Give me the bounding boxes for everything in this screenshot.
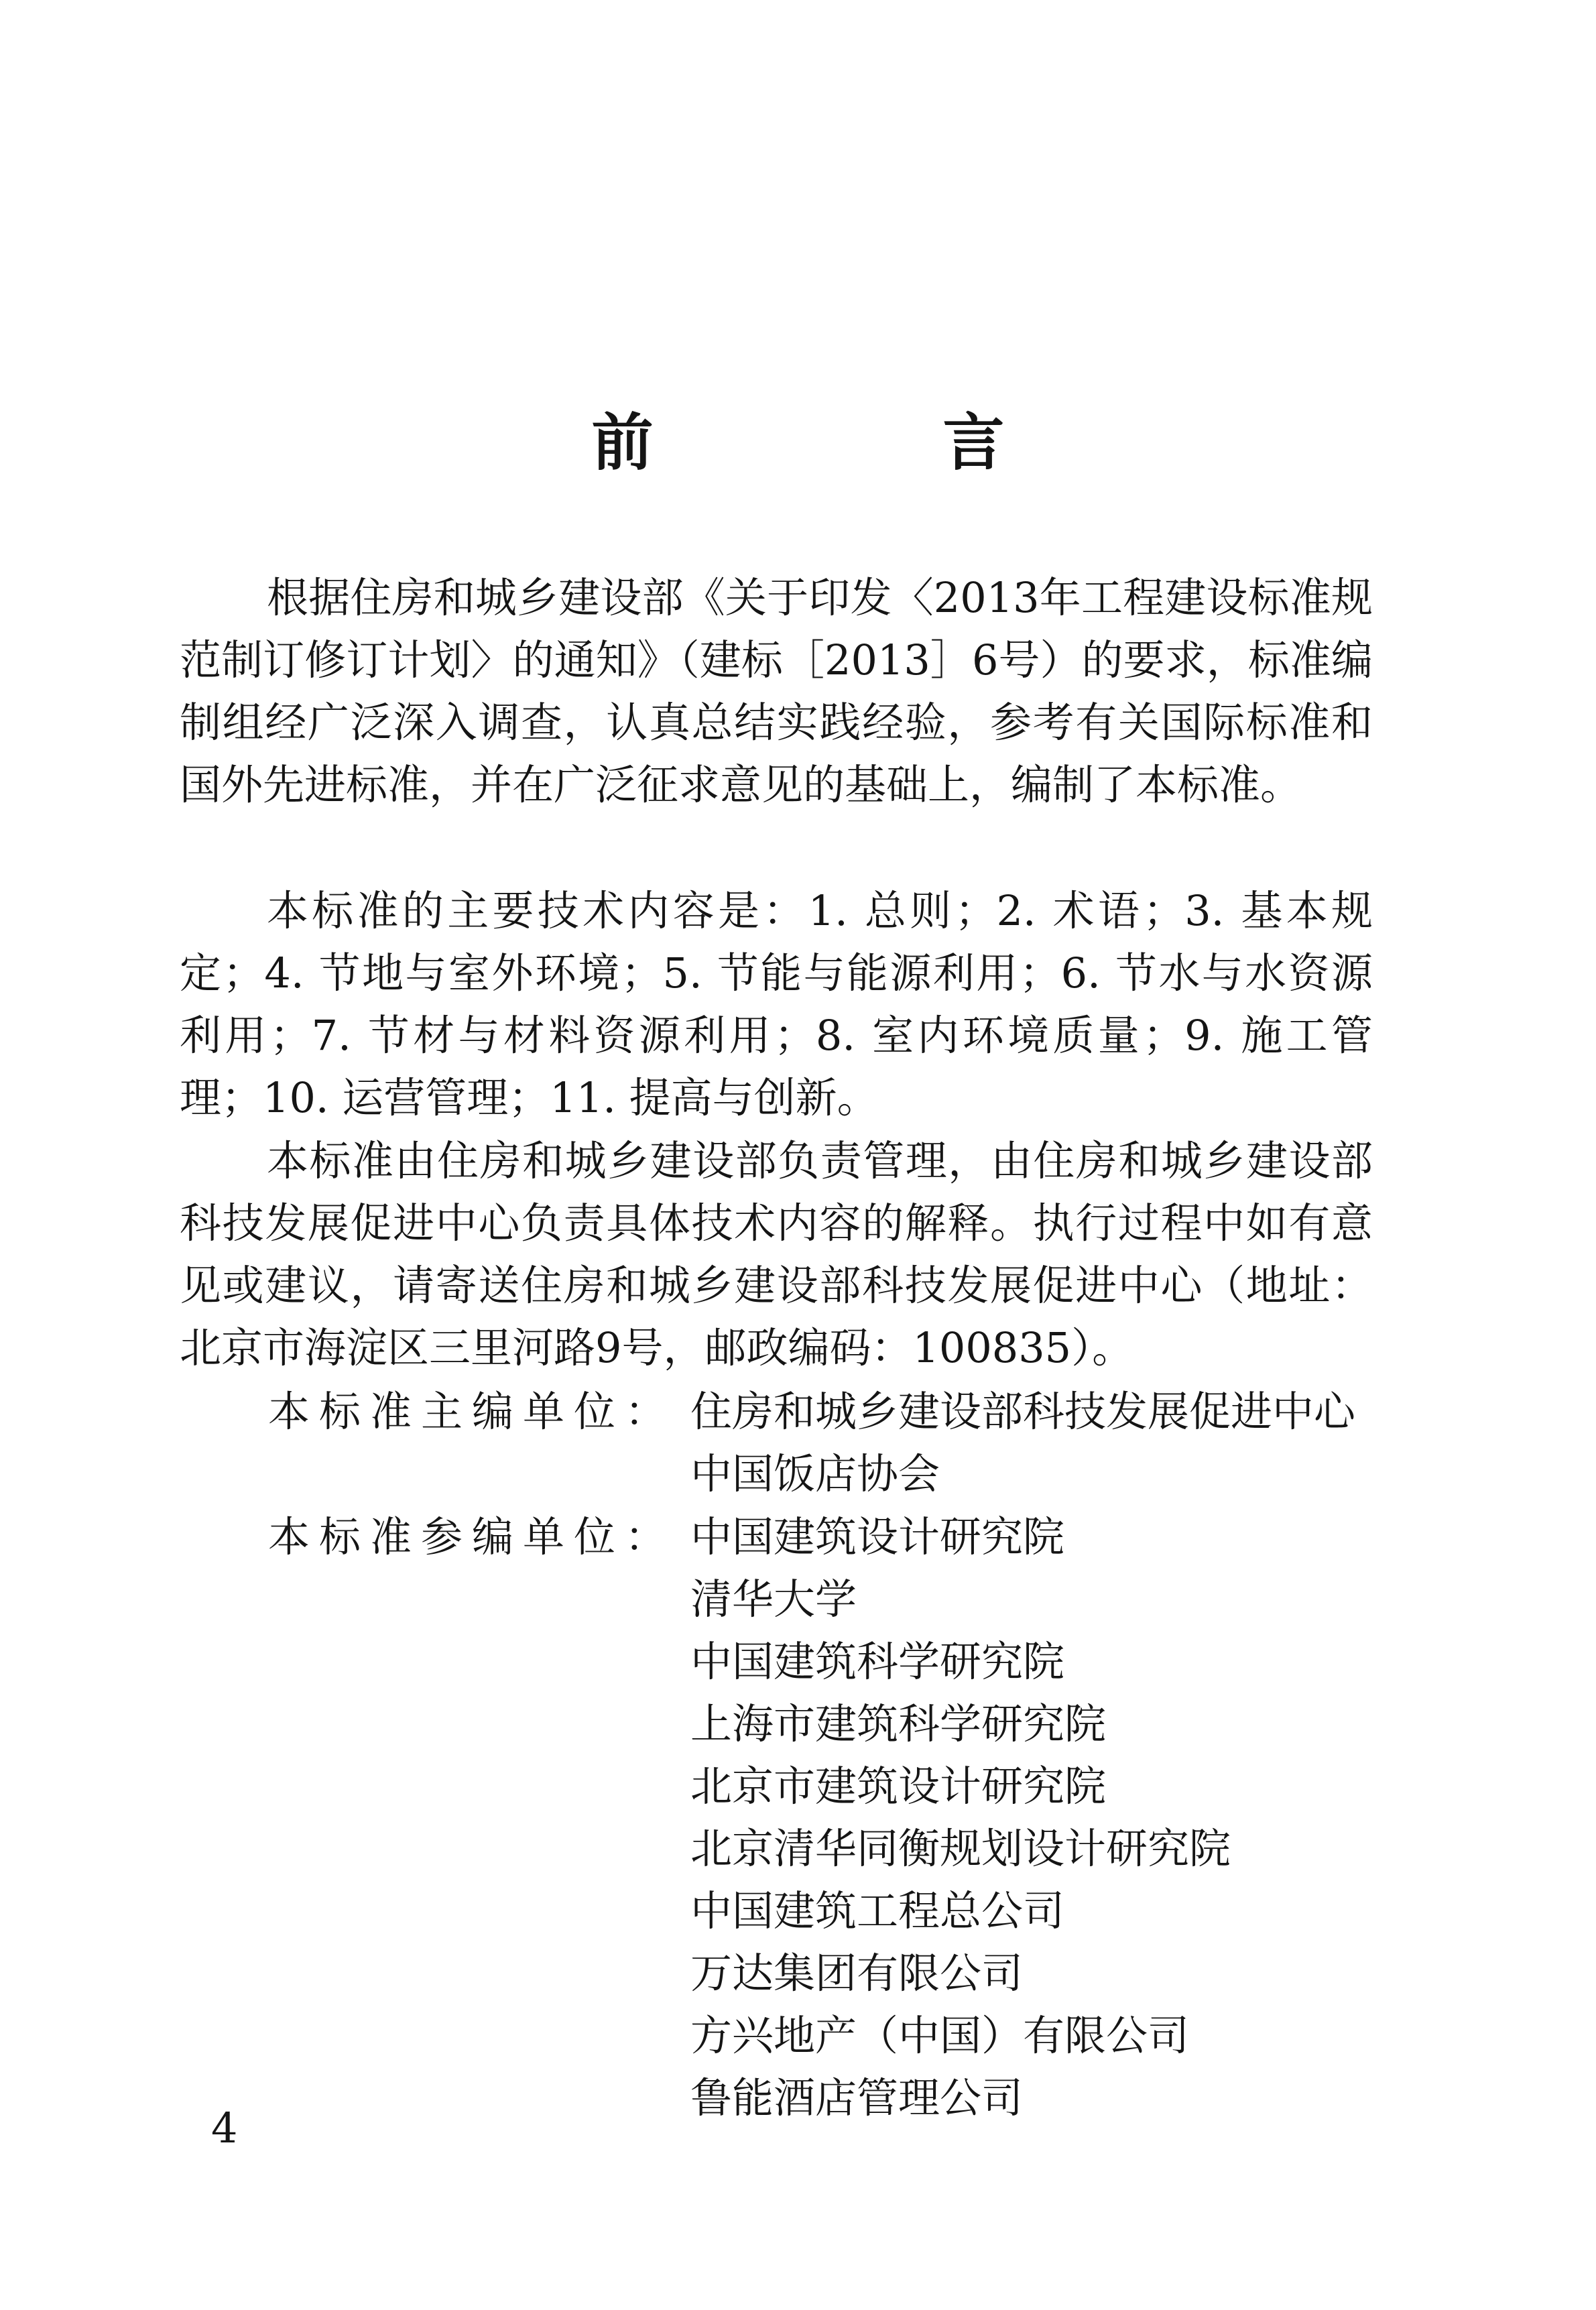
paragraph-basis: 根据住房和城乡建设部《关于印发〈2013年工程建设标准规范制订修订计划〉的通知》（建标［2013］6号）的要求，标准编制组经广泛深入调查，认真总结实践经验，参考有关国际标准和国外先进标准，并在广泛征求意见的基础上，编制了本标准。: [180, 573, 1373, 809]
chief-units-label: 本标准主编单位：: [268, 1387, 676, 1436]
paragraph-content: 本标准的主要技术内容是：1. 总则；2. 术语；3. 基本规定；4. 节地与室外环境；5. 节能与能源利用；6. 节水与水资源利用；7. 节材与材料资源利用；8. 室内环境质量；9. 施工管理；10. 运营管理；11. 提高与创新。: [180, 886, 1373, 1122]
participating-unit-item: 方兴地产（中国）有限公司: [690, 2011, 1190, 2060]
participating-unit-item: 上海市建筑科学研究院: [690, 1699, 1107, 1748]
participating-units-list: [690, 1506, 1231, 2129]
participating-unit-item: 中国建筑工程总公司: [690, 1886, 1065, 1935]
page-title: 前 言: [591, 406, 1139, 479]
participating-unit-item: 中国建筑设计研究院: [690, 1512, 1065, 1561]
participating-unit-item: 北京清华同衡规划设计研究院: [690, 1824, 1231, 1873]
participating-unit-item: 中国建筑科学研究院: [690, 1637, 1065, 1686]
participating-unit-item: 清华大学: [690, 1575, 857, 1624]
participating-unit-item: 万达集团有限公司: [690, 1949, 1024, 1998]
paragraph-management: 本标准由住房和城乡建设部负责管理，由住房和城乡建设部科技发展促进中心负责具体技术内容的解释。执行过程中如有意见或建议，请寄送住房和城乡建设部科技发展促进中心（地址：北京市海淀区三里河路9号，邮政编码：100835）。: [180, 1136, 1373, 1372]
participating-units-block: [268, 1506, 1408, 2129]
chief-units-block: [268, 1380, 1408, 1505]
participating-unit-item: 北京市建筑设计研究院: [690, 1762, 1107, 1811]
participating-unit-item: 鲁能酒店管理公司: [690, 2073, 1024, 2122]
chief-unit-item: 中国饭店协会: [690, 1449, 940, 1498]
page-number: 4: [211, 2104, 238, 2152]
participating-units-label: 本标准参编单位：: [268, 1512, 676, 1561]
chief-units-list: [690, 1380, 1355, 1505]
chief-unit-item: 住房和城乡建设部科技发展促进中心: [690, 1387, 1356, 1436]
